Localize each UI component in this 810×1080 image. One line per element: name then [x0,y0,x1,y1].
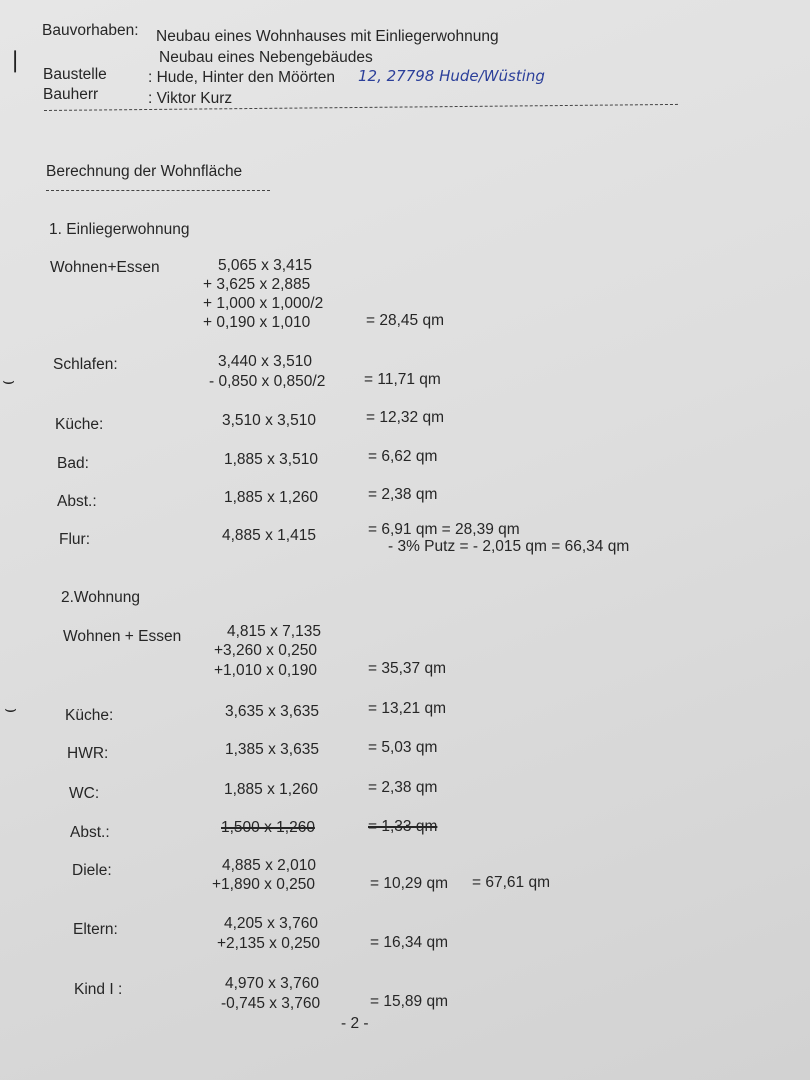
room-name: Abst.: [57,493,97,510]
room-dims: 4,205 x 3,760 [224,915,318,932]
header-rule [44,104,678,111]
room-dims: +1,010 x 0,190 [214,662,317,679]
room-area: = 2,38 qm [368,486,438,503]
room-dims: 4,970 x 3,760 [225,975,319,992]
room-name: Eltern: [73,921,118,938]
room-area: = 12,32 qm [366,409,444,426]
part2-title: 2.Wohnung [61,589,140,606]
bauvorhaben-line2: Neubau eines Nebengebäudes [159,49,373,66]
room-name: Schlafen: [53,356,118,373]
margin-mark: ⌣ [2,368,16,392]
room-name: Wohnen + Essen [63,628,182,645]
room-area: = 13,21 qm [368,700,446,717]
room-name: Küche: [55,416,104,433]
room-area: = 10,29 qm [370,875,448,892]
room-name: Küche: [65,707,114,724]
room-area: = 28,45 qm [366,312,444,329]
room-name: Bad: [57,455,89,472]
bauvorhaben-line1: Neubau eines Wohnhauses mit Einliegerwohnung [156,28,499,45]
room-dims: +1,890 x 0,250 [212,876,315,893]
room-name: WC: [69,785,100,802]
baustelle-label: Baustelle [43,66,107,83]
room-dims: + 3,625 x 2,885 [203,276,311,293]
bauherr-label: Bauherr [43,86,99,103]
baustelle-handwritten: 12, 27798 Hude/Wüsting [358,67,545,85]
room-area: = 15,89 qm [370,993,448,1010]
room-dims: +2,135 x 0,250 [217,935,320,952]
section-title: Berechnung der Wohnfläche [46,163,243,180]
section-title-rule [46,190,270,191]
room-dims: + 0,190 x 1,010 [203,314,311,331]
room-dims: 3,510 x 3,510 [222,412,316,429]
room-dims: 1,885 x 1,260 [224,781,318,798]
room-area: = 35,37 qm [368,660,446,677]
room-dims: 1,885 x 3,510 [224,451,318,468]
baustelle-value: : Hude, Hinter den Möörten [148,69,335,86]
room-dims: 3,440 x 3,510 [218,353,312,370]
room-name: Flur: [59,531,90,548]
bauvorhaben-label: Bauvorhaben: [42,22,139,39]
room-dims: 4,885 x 2,010 [222,857,316,874]
subtotal: = 67,61 qm [472,874,550,891]
room-dims: 4,815 x 7,135 [227,623,321,640]
room-dims: +3,260 x 0,250 [214,642,317,659]
room-dims: - 0,850 x 0,850/2 [209,373,326,390]
room-dims: 1,885 x 1,260 [224,489,318,506]
room-area: = 6,91 qm = 28,39 qm [368,521,520,538]
room-dims: + 1,000 x 1,000/2 [203,295,324,312]
room-area: = 16,34 qm [370,934,448,951]
page-number: - 2 - [341,1015,369,1032]
room-dims: 5,065 x 3,415 [218,257,312,274]
bauherr-value: : Viktor Kurz [148,90,233,107]
room-name: HWR: [67,745,109,762]
part1-title: 1. Einliegerwohnung [49,221,190,238]
room-name: Abst.: [70,824,110,841]
room-name: Wohnen+Essen [50,259,160,276]
room-name: Diele: [72,862,112,879]
room-area: = 6,62 qm [368,448,438,465]
room-dims: 4,885 x 1,415 [222,527,316,544]
room-dims: 3,635 x 3,635 [225,703,319,720]
room-dims: 1,385 x 3,635 [225,741,319,758]
room-area: = 5,03 qm [368,739,438,756]
margin-mark: ❘ [6,48,25,73]
room-area: = 11,71 qm [364,371,441,388]
room-dims: -0,745 x 3,760 [221,995,321,1012]
room-name: Kind I : [74,981,123,998]
putz-deduction: - 3% Putz = - 2,015 qm = 66,34 qm [388,538,630,555]
room-dims-crossed: 1,500 x 1,260 [221,819,315,836]
room-area: = 2,38 qm [368,779,438,796]
margin-mark: ⌣ [4,696,18,720]
room-area-crossed: = 1,33 qm [368,818,438,835]
